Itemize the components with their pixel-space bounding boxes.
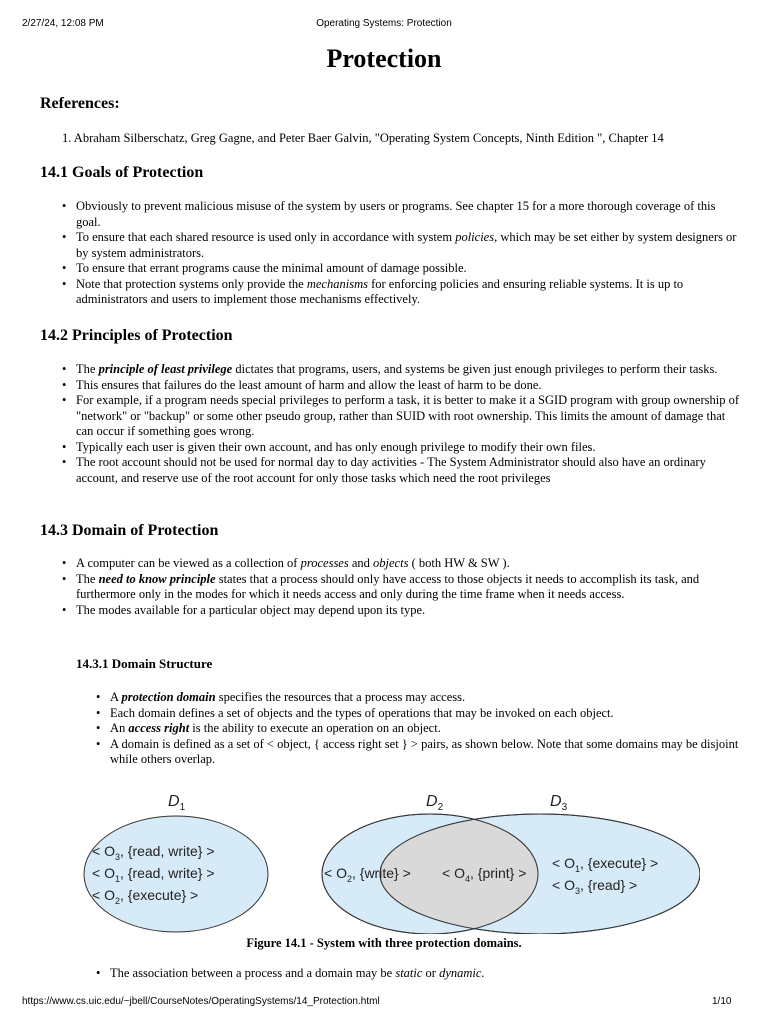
- d2-pair-o2: < $O_2$, {write} >: [324, 865, 411, 884]
- list-item: • Note that protection systems only provide the mechanisms for enforcing policies and ensuring reliable systems. It is up to administrators and users to implement those mechanisms effectively.: [40, 277, 740, 308]
- reference-item: 1. Abraham Silberschatz, Greg Gagne, and Peter Baer Galvin, "Operating System Concepts, Ninth Edition ", Chapter 14: [62, 131, 664, 145]
- section-14-2-list: [40, 362, 740, 486]
- print-url: https://www.cs.uic.edu/~jbell/CourseNotes/OperatingSystems/14_Protection.html: [22, 996, 380, 1007]
- d1-pair-o2: < $O_2$, {execute} >: [92, 887, 199, 906]
- list-item: • An access right is the ability to execute an operation on an object.: [40, 721, 740, 737]
- list-item: • Each domain defines a set of objects and the types of operations that may be invoked on each object.: [40, 706, 740, 722]
- list-item: • The need to know principle states that a process should only have access to those objects it needs to accomplish its task, and furthermore only in the modes for which it needs access and only during the time frame when it needs access.: [40, 572, 740, 603]
- section-14-1-heading: 14.1 Goals of Protection: [40, 164, 204, 181]
- overlap-pair-o4: < $O_4$, {print} >: [442, 865, 527, 884]
- section-14-3-heading: 14.3 Domain of Protection: [40, 522, 219, 539]
- references-list: [40, 131, 740, 147]
- references-heading: References:: [40, 95, 120, 112]
- print-datetime: 2/27/24, 12:08 PM: [22, 18, 104, 29]
- section-14-3-1-heading: 14.3.1 Domain Structure: [76, 656, 213, 671]
- list-item: • To ensure that errant programs cause the minimal amount of damage possible.: [40, 261, 740, 277]
- print-page-count: 1/10: [712, 996, 732, 1007]
- section-14-3-1-list-continued: [40, 966, 740, 982]
- d3-pair-o1: < $O_1$, {execute} >: [552, 855, 659, 874]
- list-item: • For example, if a program needs special privileges to perform a task, it is better to make it a SGID program with group ownership of "network" or "backup" or some other pseudo group, rather than SUID with root ownership. This limits the amount of damage that can occur if something goes wrong.: [40, 393, 740, 440]
- domain-d2-label: $D_2$: [426, 793, 444, 813]
- list-item: • A computer can be viewed as a collection of processes and objects ( both HW & SW ).: [40, 556, 740, 572]
- domain-d3-label: $D_3$: [550, 793, 568, 813]
- d3-pair-o3: < $O_3$, {read} >: [552, 877, 638, 896]
- section-14-3-list: [40, 556, 740, 618]
- list-item: • Obviously to prevent malicious misuse of the system by users or programs. See chapter 15 for a more thorough coverage of this goal.: [40, 199, 740, 230]
- d1-pair-o1: < $O_1$, {read, write} >: [92, 865, 215, 884]
- list-item: • Typically each user is given their own account, and has only enough privilege to modify their own files.: [40, 440, 740, 456]
- list-item: • A protection domain specifies the resources that a process may access.: [40, 690, 740, 706]
- list-item: • A domain is defined as a set of < object, { access right set } > pairs, as shown below. Note that some domains may be disjoint while others overlap.: [40, 737, 740, 768]
- section-14-2-heading: 14.2 Principles of Protection: [40, 327, 233, 344]
- d1-pair-o3: < $O_3$, {read, write} >: [92, 843, 215, 862]
- page-title: Protection: [326, 44, 442, 73]
- list-item: • The root account should not be used for normal day to day activities - The System Administrator should also have an ordinary account, and reserve use of the root account for only those tasks which need the root privileges: [40, 455, 740, 486]
- list-item: • The modes available for a particular object may depend upon its type.: [40, 603, 740, 619]
- section-14-3-1-list: [40, 690, 740, 768]
- domain-d1-label: $D_1$: [168, 793, 186, 813]
- list-item: • The association between a process and a domain may be static or dynamic.: [40, 966, 740, 982]
- protection-domains-figure: [80, 784, 700, 934]
- list-item: • To ensure that each shared resource is used only in accordance with system policies, which may be set either by system designers or by system administrators.: [40, 230, 740, 261]
- list-item: • The principle of least privilege dictates that programs, users, and systems be given just enough privileges to perform their tasks.: [40, 362, 740, 378]
- print-page-title: Operating Systems: Protection: [316, 18, 452, 29]
- figure-caption: Figure 14.1 - System with three protection domains.: [246, 936, 522, 950]
- list-item: • This ensures that failures do the least amount of harm and allow the least of harm to be done.: [40, 378, 740, 394]
- section-14-1-list: [40, 199, 740, 308]
